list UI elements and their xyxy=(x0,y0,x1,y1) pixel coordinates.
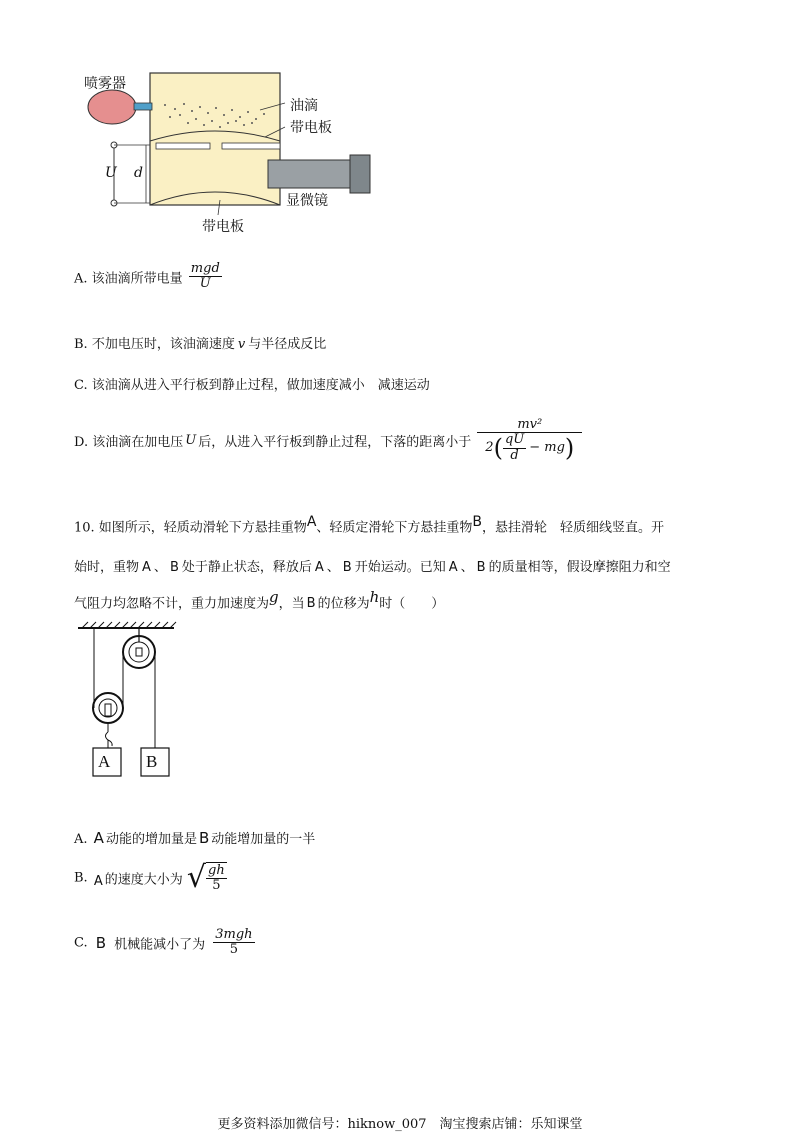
q10-line2-c: 处于静止状态，释放后 xyxy=(181,560,312,575)
q10-c-numerator: 3mgh xyxy=(215,927,253,942)
distance-label: d xyxy=(134,165,143,181)
q9-option-a-fraction xyxy=(189,262,222,292)
q10-option-b xyxy=(74,859,227,895)
q10-option-b-var-a: A xyxy=(93,873,103,889)
radical-icon: √ xyxy=(186,859,207,895)
q10-line3-var-b: B xyxy=(306,596,316,612)
q10-line1-b: 、轻质定滑轮下方悬挂重物 xyxy=(316,520,473,536)
q10-option-c-mid: 机械能减小了为 xyxy=(114,937,206,953)
q10-line-3 xyxy=(74,588,444,611)
voltage-label: U xyxy=(105,165,117,181)
bottom-plate-label: 带电板 xyxy=(202,219,244,235)
q10-line2-g: 的质量相等，假设摩擦阻力和空 xyxy=(488,560,671,575)
q10-var-b: B xyxy=(472,514,483,530)
q10-line2-var-a1: A xyxy=(142,560,151,575)
pulley-diagram xyxy=(74,620,184,785)
q10-option-a-var-a: A xyxy=(93,829,104,847)
oil-drop-label: 油滴 xyxy=(290,98,318,114)
q10-line1-a: 10. 如图所示，轻质动滑轮下方悬挂重物 xyxy=(74,520,307,536)
q9-option-d-text2: 后，从进入平行板到静止过程，下落的距离小于 xyxy=(198,434,472,450)
box-a-label: A xyxy=(98,752,111,771)
q10-line2-a: 始时，重物 xyxy=(74,560,140,575)
q9-a-denominator: U xyxy=(199,276,211,292)
q9-option-d-var: U xyxy=(185,432,197,448)
q9-option-d-text1: D. 该油滴在加电压 xyxy=(74,434,184,450)
q9-d-inner-den: d xyxy=(510,447,519,463)
q10-option-b-fraction xyxy=(206,862,227,894)
q10-c-denominator: 5 xyxy=(229,942,238,958)
q10-option-b-prefix: B. xyxy=(74,870,88,886)
q9-option-c xyxy=(74,374,430,393)
q10-line2-d: 、 xyxy=(326,560,340,575)
q9-option-b xyxy=(74,333,326,352)
q10-b-denominator: 5 xyxy=(212,878,221,894)
q10-b-numerator: gh xyxy=(208,863,225,878)
q9-d-inner-fraction xyxy=(503,433,526,463)
q9-d-paren-right: ) xyxy=(564,433,575,462)
q10-line3-b: ，当 xyxy=(278,596,305,612)
q9-d-den-two: 2 xyxy=(485,439,494,455)
q10-line1-c: ，悬挂滑轮 轻质细线竖直。开 xyxy=(482,520,665,536)
q9-a-numerator: mgd xyxy=(190,261,220,276)
page-footer: 更多资料添加微信号：hiknow_007 淘宝搜索店铺：乐知课堂 xyxy=(217,1117,583,1132)
q10-line3-d: 时（ ） xyxy=(379,596,445,612)
microscope-label: 显微镜 xyxy=(286,193,328,209)
q10-line2-var-b3: B xyxy=(476,560,486,575)
q10-line2-var-b1: B xyxy=(169,560,179,575)
q10-var-h: h xyxy=(369,588,380,606)
q10-line-1 xyxy=(74,514,664,535)
q9-option-b-text: B. 不加电压时，该油滴速度 xyxy=(74,337,235,352)
q10-line3-a: 气阻力均忽略不计，重力加速度为 xyxy=(74,596,270,612)
q9-option-c-text: C. 该油滴从进入平行板到静止过程，做加速度减小 减速运动 xyxy=(74,378,430,393)
q10-line2-var-a2: A xyxy=(314,560,324,575)
q10-line2-f: 、 xyxy=(460,560,474,575)
q10-line2-e: 开始运动。已知 xyxy=(354,560,446,575)
q10-option-b-sqrt xyxy=(186,859,227,895)
q10-option-a-var-b: B xyxy=(198,829,210,847)
q10-line2-var-b2: B xyxy=(342,560,352,575)
q10-option-a xyxy=(74,828,315,847)
q9-option-a-text: A. 该油滴所带电量 xyxy=(74,271,183,287)
q9-d-paren-left: ( xyxy=(493,433,503,462)
q9-option-d xyxy=(74,418,582,463)
q10-option-a-prefix: A. xyxy=(74,832,88,847)
sprayer-label: 喷雾器 xyxy=(84,76,126,92)
q10-line2-b: 、 xyxy=(153,560,167,575)
q10-line3-c: 的位移为 xyxy=(317,596,370,612)
q9-d-numerator: mv² xyxy=(477,418,582,433)
q10-var-g: g xyxy=(269,588,279,606)
q9-d-inner-num: qU xyxy=(504,432,525,448)
q10-option-c-fraction xyxy=(213,928,254,958)
box-b-label: B xyxy=(146,752,158,771)
q10-option-c xyxy=(74,928,255,958)
q9-d-den-minus: − mg xyxy=(529,439,565,455)
q9-d-denominator xyxy=(483,433,576,463)
top-plate-label: 带电板 xyxy=(290,120,332,136)
q10-line2-var-a3: A xyxy=(448,560,458,575)
q9-option-a xyxy=(74,262,222,292)
q9-option-b-var: v xyxy=(237,337,246,352)
q10-option-c-var-b: B xyxy=(95,933,107,952)
q9-option-b-text2: 与半径成反比 xyxy=(248,337,327,352)
q10-line-2 xyxy=(74,556,671,575)
q10-var-a: A xyxy=(306,514,317,530)
q10-option-a-end: 动能增加量的一半 xyxy=(211,832,316,847)
q9-option-d-fraction xyxy=(477,418,582,463)
q10-option-c-prefix: C. xyxy=(74,935,88,951)
q10-option-a-mid: 动能的增加量是 xyxy=(105,832,197,847)
q10-option-b-mid: 的速度大小为 xyxy=(104,872,183,888)
